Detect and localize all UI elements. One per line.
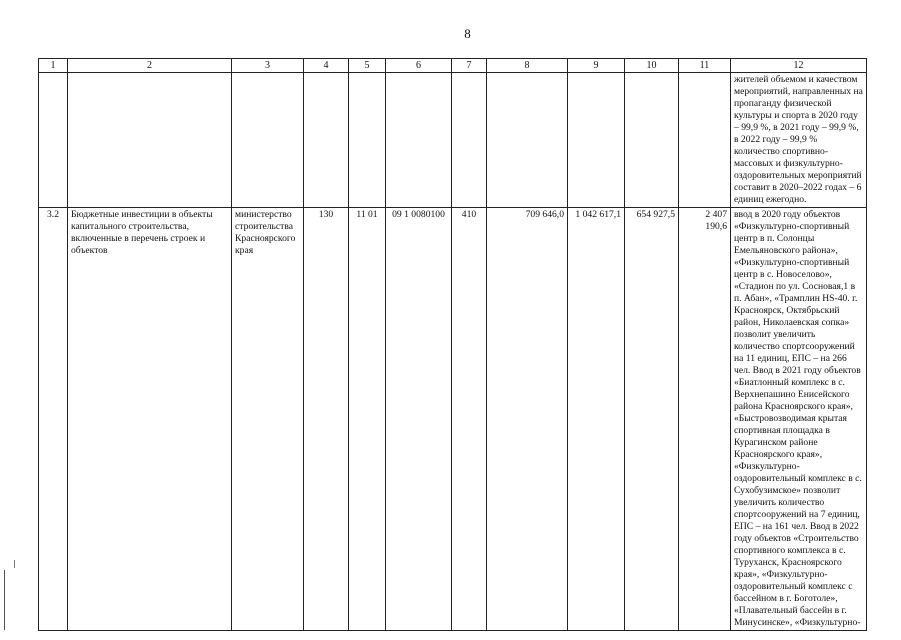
cell-empty bbox=[349, 73, 386, 208]
cell-vr: 410 bbox=[452, 208, 487, 631]
scan-artifact-line bbox=[4, 570, 5, 630]
table-row-3-2 bbox=[39, 208, 867, 631]
cell-2021: 1 042 617,1 bbox=[568, 208, 625, 631]
program-table bbox=[38, 58, 867, 631]
cell-executor: министерство строительства Красноярского края bbox=[232, 208, 304, 631]
column-header: 3 bbox=[232, 59, 304, 73]
cell-empty bbox=[232, 73, 304, 208]
column-header: 9 bbox=[568, 59, 625, 73]
cell-csr: 09 1 0080100 bbox=[386, 208, 452, 631]
cell-empty bbox=[679, 73, 731, 208]
cell-empty bbox=[625, 73, 679, 208]
column-header: 11 bbox=[679, 59, 731, 73]
cell-grbs: 130 bbox=[304, 208, 349, 631]
table-row-continuation bbox=[39, 73, 867, 208]
column-header: 12 bbox=[731, 59, 867, 73]
cell-empty bbox=[304, 73, 349, 208]
cell-result-continuation: жителей объемом и качеством мероприятий, направленных на пропаганду физической культуры и спорта в 2020 году – 99,9 %, в 2021 году – 99,9 %, в 2022 году – 99,9 % количество спортивно-массовых и физкультурно-оздоровительных мероприятий составит в 2020–2022 годах – 6 единиц ежегодно. bbox=[731, 73, 867, 208]
cell-empty bbox=[487, 73, 568, 208]
table-header-row bbox=[39, 59, 867, 73]
cell-empty bbox=[386, 73, 452, 208]
column-header: 1 bbox=[39, 59, 68, 73]
cell-item-name: Бюджетные инвестиции в объекты капитального строительства, включенные в перечень строек и объектов bbox=[68, 208, 232, 631]
column-header: 8 bbox=[487, 59, 568, 73]
page-number: 8 bbox=[464, 26, 471, 41]
column-header: 7 bbox=[452, 59, 487, 73]
column-header: 5 bbox=[349, 59, 386, 73]
cell-2022: 654 927,5 bbox=[625, 208, 679, 631]
column-header: 2 bbox=[68, 59, 232, 73]
column-header: 4 bbox=[304, 59, 349, 73]
cell-empty bbox=[68, 73, 232, 208]
cell-rzpr: 11 01 bbox=[349, 208, 386, 631]
cell-expected-result: ввод в 2020 году объектов «Физкультурно-спортивный центр в п. Солонцы Емельяновского района», «Физкультурно-спортивный центр в с. Новоселово», «Стадион по ул. Сосновая,1 в п. Абан», «Трамплин HS-40. г. Красноярск, Октябрьский район, Николаевская сопка» позволит увеличить количество спортсооружений на 11 единиц, ЕПС – на 266 чел. Ввод в 2021 году объектов «Биатлонный комплекс в с. Верхнепашино Енисейского района Красноярского края», «Быстровозводимая крытая спортивная площадка в Курагинском районе Красноярского края», «Физкультурно-оздоровительный комплекс в с. Сухобузимское» позволит увеличить количество спортсооружений на 7 единиц, ЕПС – на 161 чел. Ввод в 2022 году объектов «Строительство спортивного комплекса в с. Туруханск, Красноярского края», «Физкультурно-оздоровительный комплекс с бассейном в г. Боготоле», «Плавательный бассейн в г. Минусинске», «Физкультурно- bbox=[731, 208, 867, 631]
cell-total: 2 407 190,6 bbox=[679, 208, 731, 631]
cell-item-number: 3.2 bbox=[39, 208, 68, 631]
cell-2020: 709 646,0 bbox=[487, 208, 568, 631]
cell-empty bbox=[39, 73, 68, 208]
scan-artifact-tick bbox=[14, 560, 15, 568]
column-header: 10 bbox=[625, 59, 679, 73]
cell-empty bbox=[452, 73, 487, 208]
cell-empty bbox=[568, 73, 625, 208]
column-header: 6 bbox=[386, 59, 452, 73]
